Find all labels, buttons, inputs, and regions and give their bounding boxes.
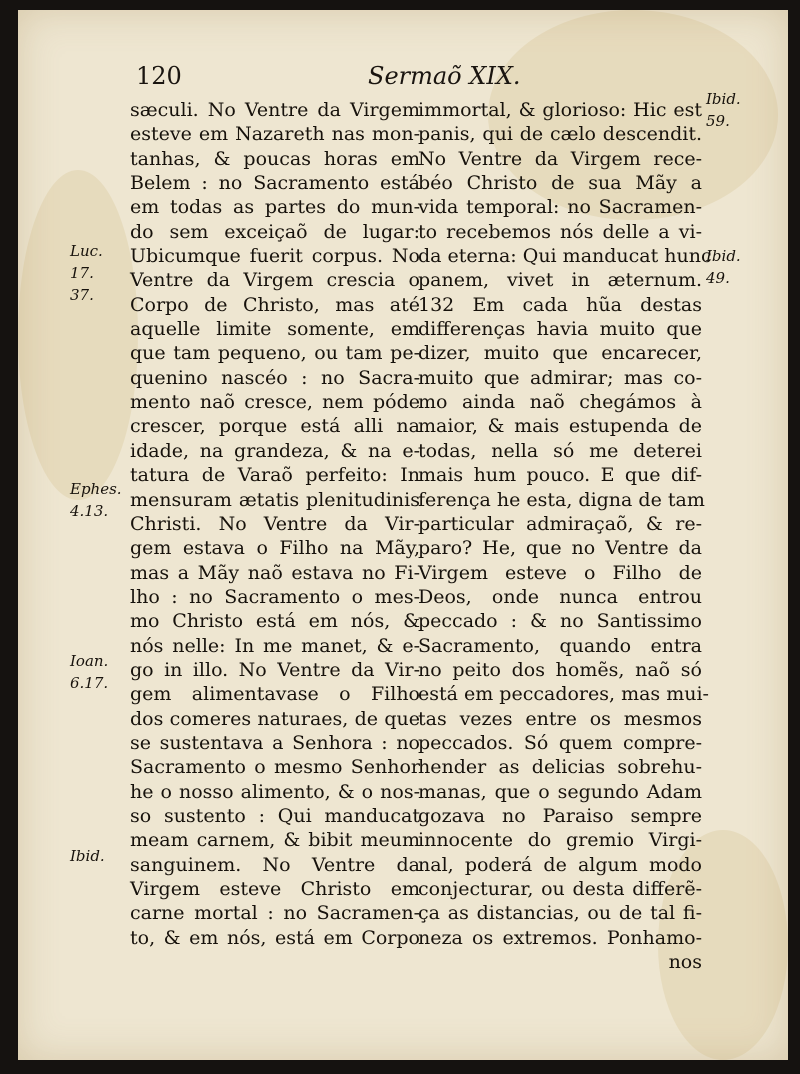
text-line: Sacramento, quando entra — [418, 634, 702, 657]
text-line: particular admiraçaõ, & re- — [418, 512, 702, 535]
text-line: ferença he esta, digna de tam — [418, 488, 705, 511]
text-line: sanguinem. No Ventre da — [130, 853, 420, 876]
text-line: to recebemos nós delle a vi- — [418, 220, 702, 243]
text-line: idade, na grandeza, & na e- — [130, 439, 420, 462]
text-line: mais hum pouco. E que dif- — [418, 464, 702, 487]
text-line: immortal, & glorioso: Hic est — [418, 99, 702, 121]
text-line: Belem : no Sacramento está — [130, 172, 420, 195]
text-line: sæculi. No Ventre da Virgem — [130, 99, 420, 121]
text-line: se sustentava a Senhora : no — [130, 731, 420, 754]
margin-note-luke: Luc. 17. 37. — [70, 242, 103, 304]
text-line: maior, & mais estupenda de — [418, 415, 702, 438]
text-line: gozava no Paraiso sempre — [418, 804, 702, 827]
text-line: Christi. No Ventre da Vir- — [130, 512, 420, 535]
text-line: crescer, porque está alli na — [130, 415, 420, 438]
text-line: conjecturar, ou desta differẽ- — [418, 878, 702, 900]
text-line: 132 Em cada hũa destas — [418, 293, 702, 316]
text-line: manas, que o segundo Adam — [418, 780, 702, 803]
text-line: gem estava o Filho na Mãy, — [130, 537, 420, 560]
text-line: innocente do gremio Virgi- — [418, 829, 702, 852]
text-line: Sacramento o mesmo Senhor — [130, 756, 420, 779]
text-line: tas vezes entre os mesmos — [418, 707, 702, 730]
right-column — [418, 98, 712, 974]
text-line: differenças havia muito que — [418, 318, 702, 341]
margin-note-john: Ioan. 6.17. — [70, 652, 109, 692]
text-line: meam carnem, & bibit meum — [130, 829, 420, 852]
text-line: ça as distancias, ou de tal fi- — [418, 902, 702, 925]
text-line: aquelle limite somente, em — [130, 318, 420, 341]
margin-note-ibid-49: Ibid. 49. — [706, 247, 741, 287]
text-line: mo Christo está em nós, & — [130, 610, 420, 633]
text-line: dizer, muito que encarecer, — [418, 342, 702, 365]
text-line: está em peccadores, mas mui- — [418, 683, 709, 706]
text-line: lho : no Sacramento o mes- — [130, 585, 420, 608]
page-number: 120 — [136, 62, 182, 90]
running-title: Sermaõ XIX. — [368, 62, 521, 90]
text-line: tatura de Varaõ perfeito: In — [130, 464, 420, 487]
text-line: No Ventre da Virgem rece- — [418, 147, 702, 170]
text-line: nós nelle: In me manet, & e- — [130, 634, 420, 657]
text-line: panem, vivet in æternum. — [418, 269, 702, 292]
page-header — [18, 62, 788, 102]
text-line: esteve em Nazareth nas mon- — [130, 123, 420, 146]
text-line: panis, qui de cælo descendit. — [418, 123, 702, 146]
text-line: mento naõ cresce, nem póde — [130, 391, 420, 414]
text-line: muito que admirar; mas co- — [418, 366, 702, 389]
text-line: vida temporal: no Sacramen- — [418, 196, 702, 219]
text-line: gem alimentavase o Filho — [130, 683, 420, 706]
text-line: em todas as partes do mun- — [130, 196, 420, 219]
text-line: so sustento : Qui manducat — [130, 804, 420, 827]
text-line: Corpo de Christo, mas até — [130, 293, 420, 316]
text-line: quenino nascéo : no Sacra- — [130, 366, 420, 389]
text-line: da eterna: Qui manducat hunc — [418, 245, 712, 268]
text-line: mas a Mãy naõ estava no Fi- — [130, 561, 420, 584]
text-line: peccados. Só quem compre- — [418, 731, 702, 754]
text-line: go in illo. No Ventre da Vir- — [130, 658, 420, 681]
margin-note-ephesians: Ephes. 4.13. — [70, 480, 122, 520]
text-line: todas, nella só me deterei — [418, 439, 702, 462]
text-line: Virgem esteve o Filho de — [418, 561, 702, 584]
text-line: dos comeres naturaes, de que — [130, 707, 420, 730]
margin-note-ibid-59: Ibid. 59. — [706, 90, 741, 130]
text-line: tanhas, & poucas horas em — [130, 147, 420, 170]
book-page — [18, 10, 788, 1060]
text-line: béo Christo de sua Mãy a — [418, 172, 702, 195]
text-line: Ventre da Virgem crescia o — [130, 269, 420, 292]
text-line: mo ainda naõ chegámos à — [418, 391, 702, 414]
text-line: nal, poderá de algum modo — [418, 853, 702, 876]
margin-note-ibid: Ibid. — [70, 847, 105, 865]
text-line: to, & em nós, está em Corpo — [130, 926, 420, 949]
text-line: Ubicumque fuerit corpus. No — [130, 245, 420, 268]
text-line: hender as delicias sobrehu- — [418, 756, 702, 779]
text-line: no peito dos homẽs, naõ só — [418, 658, 702, 681]
paper-stain — [18, 170, 138, 500]
left-column — [130, 98, 420, 950]
text-line: que tam pequeno, ou tam pe- — [130, 342, 420, 365]
text-line: do sem exceiçaõ de lugar: — [130, 220, 420, 243]
text-line: mensuram ætatis plenitudinis — [130, 488, 420, 511]
text-line: peccado : & no Santissimo — [418, 610, 702, 633]
text-line: neza os extremos. Ponhamo- — [418, 926, 702, 949]
text-line: carne mortal : no Sacramen- — [130, 902, 420, 925]
text-line: paro? He, que no Ventre da — [418, 537, 702, 560]
text-line: Deos, onde nunca entrou — [418, 585, 702, 608]
catchword: nos — [668, 951, 702, 974]
text-line: he o nosso alimento, & o nos- — [130, 780, 420, 803]
text-line: Virgem esteve Christo em — [130, 878, 420, 900]
